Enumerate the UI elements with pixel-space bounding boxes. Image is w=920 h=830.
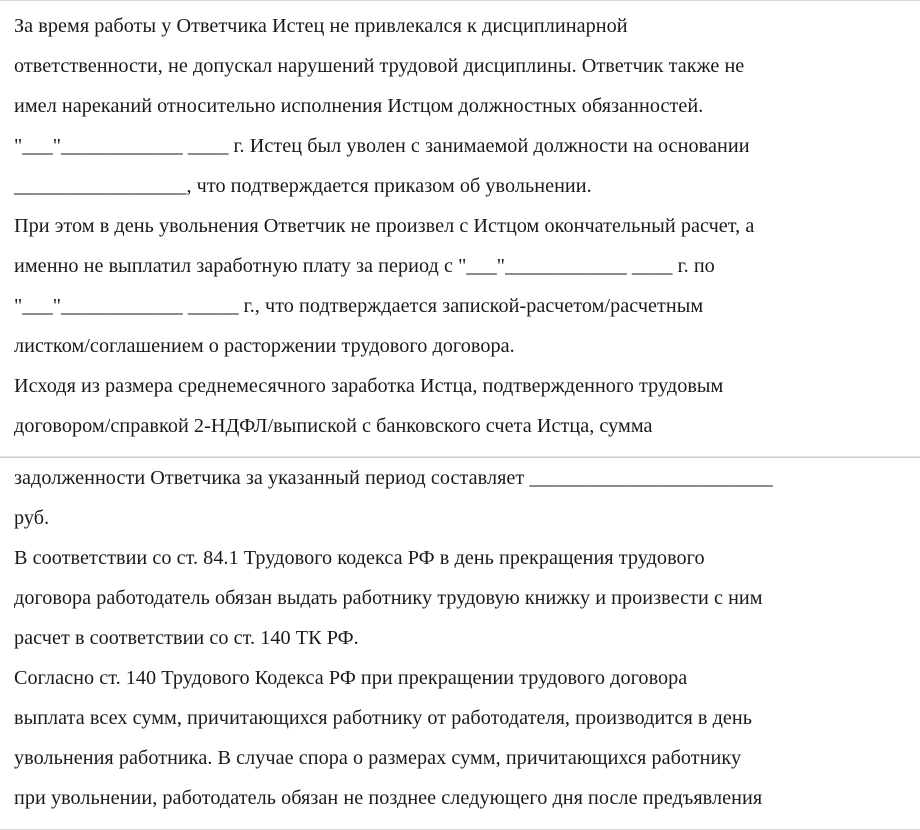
text-line: имел нареканий относительно исполнения Истцом должностных обязанностей.: [14, 95, 704, 117]
text-line: договором/справкой 2-НДФЛ/выпиской с банковского счета Истца, сумма: [14, 415, 653, 437]
text-line: расчет в соответствии со ст. 140 ТК РФ.: [14, 627, 359, 649]
text-line: договора работодатель обязан выдать работнику трудовую книжку и произвести с ним: [14, 587, 763, 609]
text-line: "___"____________ ____ г. Истец был уволен с занимаемой должности на основании: [14, 135, 750, 157]
text-line: В соответствии со ст. 84.1 Трудового кодекса РФ в день прекращения трудового: [14, 547, 705, 569]
text-line: руб.: [14, 507, 50, 529]
text-line: увольнения работника. В случае спора о размерах сумм, причитающихся работнику: [14, 747, 742, 769]
text-line: "___"____________ _____ г., что подтверждается запиской-расчетом/расчетным: [14, 295, 704, 317]
text-line: задолженности Ответчика за указанный период составляет ________________________: [14, 467, 773, 489]
text-line: именно не выплатил заработную плату за период с "___"____________ ____ г. по: [14, 255, 715, 277]
text-line: Согласно ст. 140 Трудового Кодекса РФ при прекращении трудового договора: [14, 667, 688, 689]
text-line: ответственности, не допускал нарушений трудовой дисциплины. Ответчик также не: [14, 55, 745, 77]
text-line: при увольнении, работодатель обязан не позднее следующего дня после предъявления: [14, 787, 763, 809]
text-line: _________________, что подтверждается приказом об увольнении.: [14, 175, 592, 197]
text-line: При этом в день увольнения Ответчик не произвел с Истцом окончательный расчет, а: [14, 215, 755, 237]
text-line: За время работы у Ответчика Истец не привлекался к дисциплинарной: [14, 15, 628, 37]
text-line: листком/соглашением о расторжении трудового договора.: [14, 335, 515, 357]
text-line: Исходя из размера среднемесячного заработка Истца, подтвержденного трудовым: [14, 375, 724, 397]
document-page-2: [0, 457, 920, 830]
text-line: выплата всех сумм, причитающихся работнику от работодателя, производится в день: [14, 707, 753, 729]
